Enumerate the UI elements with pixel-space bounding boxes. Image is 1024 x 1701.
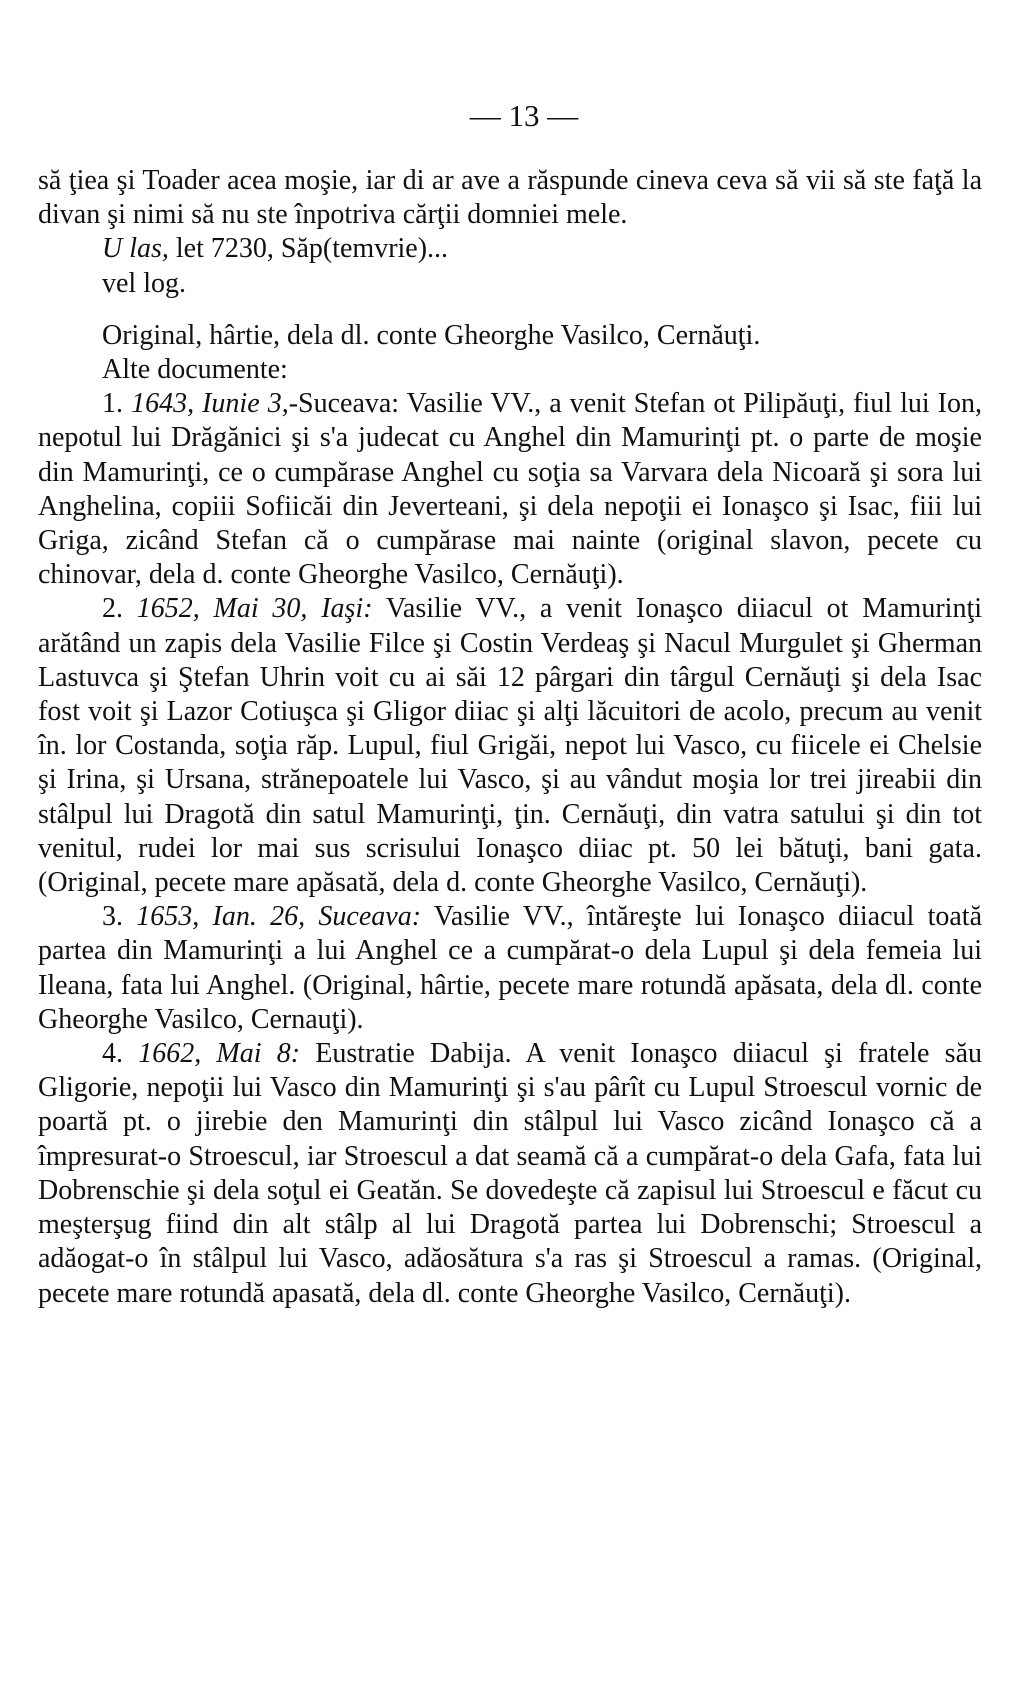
document-page <box>38 96 982 1311</box>
signature-office: vel log. <box>102 267 186 299</box>
page-number: — 13 — <box>469 98 579 133</box>
source-note: Original, hârtie, dela dl. conte Gheorghe Vasilco, Cernăuţi. <box>102 319 761 351</box>
section-heading: Alte documente: <box>102 354 288 386</box>
entry-number: 4. <box>102 1038 123 1070</box>
entry-text: -Suceava: Vasilie VV., a venit Stefan ot Pilipăuţi, fiul lui Ion, nepotul lui Drăgănici şi s'a judecat cu Anghel din Mamurinţi pt. o parte de moşie din Mamurinţi, ce o cumpărase Anghel cu soţia sa Varvara dela Nicoară şi sora lui Anghelina, copiii Sofiicăi din Jeverteani, şi dela nepoţii ei Ionaşco şi Isac, fiii lui Griga, zicând Stefan că o cumpărase mai nainte (original slavon, pecete cu chinovar, dela d. conte Gheorghe Vasilco, Cernăuţi). <box>38 388 983 591</box>
entry-date: 1643, Iunie 3, <box>131 388 289 420</box>
entry-number: 2. <box>102 593 123 625</box>
document-entry-4 <box>38 1037 982 1311</box>
document-entry-2 <box>38 592 982 900</box>
signature-place-date <box>38 232 982 266</box>
document-entry-3 <box>38 900 982 1037</box>
entry-date: 1652, Mai 30, Iaşi: <box>136 593 373 625</box>
entry-number: 3. <box>102 901 123 933</box>
intro-paragraph: să ţiea şi Toader acea moşie, iar di ar ave a răspunde cineva ceva să vii să ste faţă la divan şi nimi să nu ste înpotriva cărţii domniei mele. <box>38 165 982 231</box>
signature-date: let 7230, Săp(temvrie)... <box>168 233 449 265</box>
entry-text: Vasilie VV., a venit Ionaşco diiacul ot Mamurinţi arătând un zapis dela Vasilie Filce şi Costin Verdeaş şi Nacul Murgulet şi Gherman Lastuvca şi Ştefan Uhrin voit cu ai săi 12 pârgari din târgul Cernăuţi şi dela Isac fost voit şi Lazor Cotiuşca şi Gligor diiac şi alţi lăcuitori de acolo, precum au venit în. lor Costanda, soţia răp. Lupul, fiul Grigăi, nepot lui Vasco, cu fiicele ei Chelsie şi Irina, şi Ursana, strănepoatele lui Vasco, şi au vândut moşia lor trei jireabii din stâlpul lui Dragotă din satul Mamurinţi, ţin. Cernăuţi, din vatra satului şi din tot venitul, rudei lor mai sus scrisului Ionaşco diiac pt. 50 lei bătuţi, bani gata. (Original, pecete mare apăsată, dela d. conte Gheorghe Vasilco, Cernăuţi). <box>38 593 983 899</box>
spacer <box>38 301 982 319</box>
entry-date: 1662, Mai 8: <box>138 1038 301 1070</box>
signature-place: U las, <box>102 233 169 265</box>
entry-number: 1. <box>102 388 123 420</box>
entry-text: Vasilie VV., întăreşte lui Ionaşco diiacul toată partea din Mamurinţi a lui Anghel ce a cumpărat-o dela Lupul şi dela femeia lui Ileana, fata lui Anghel. (Original, hârtie, pecete mare rotundă apăsata, dela dl. conte Gheorghe Vasilco, Cernauţi). <box>38 901 982 1035</box>
entry-text: Eustratie Dabija. A venit Ionaşco diiacul şi fratele său Gligorie, nepoţii lui Vasco din Mamurinţi şi s'au pârît cu Lupul Stroescul vornic de poartă pt. o jirebie den Mamurinţi din stâlpul lui Vasco zicând Ionaşco că a împresurat-o Stroescul, iar Stroescul a dat seamă că a cumpărat-o dela Gafa, fata lui Dobrenschie şi dela soţul ei Geatăn. Se dovedeşte că zapisul lui Stroescul e făcut cu meşterşug fiind din alt stâlp al lui Dragotă partea lui Dobrenschi; Stroescul a adăogat-o în stâlpul lui Vasco, adăosătura s'a ras şi Stroescul a ramas. (Original, pecete mare rotundă apasată, dela dl. conte Gheorghe Vasilco, Cernăuţi). <box>38 1038 983 1309</box>
entry-date: 1653, Ian. 26, Suceava: <box>136 901 422 933</box>
document-entry-1 <box>38 387 982 592</box>
document-body <box>38 164 982 1311</box>
